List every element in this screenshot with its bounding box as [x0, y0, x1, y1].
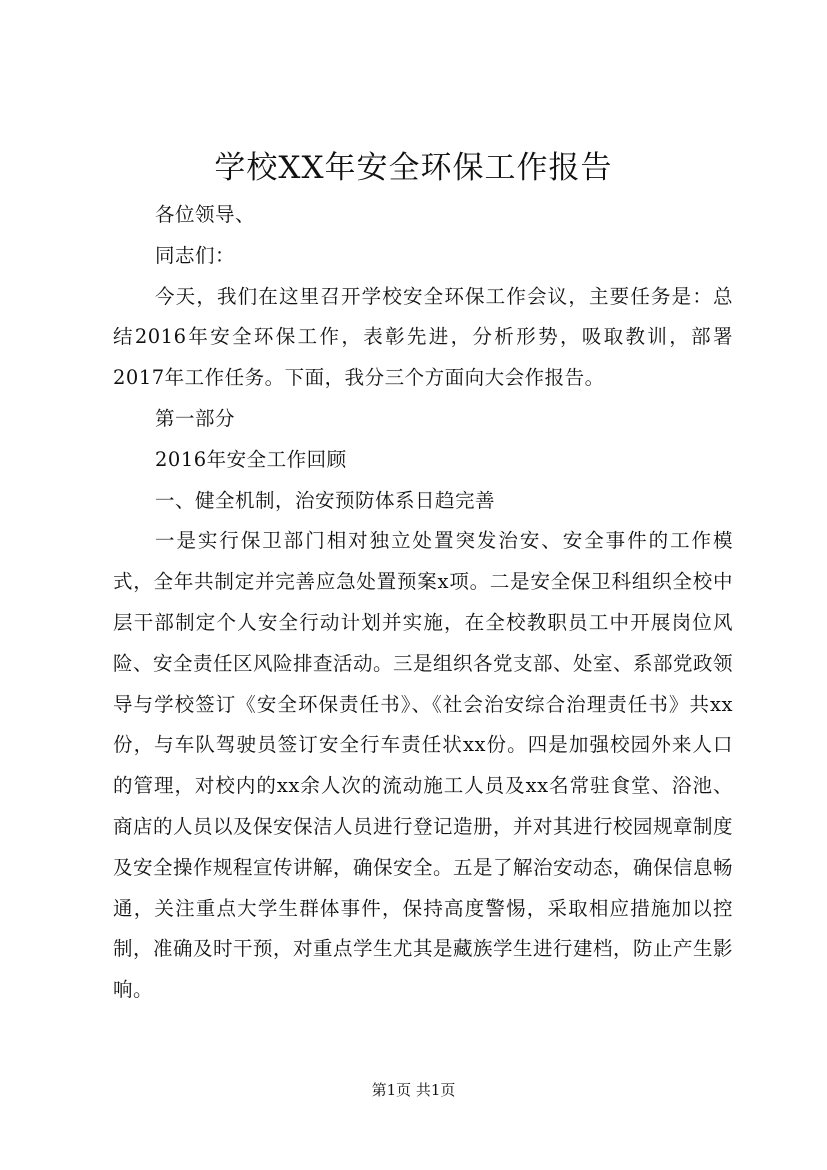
document-body — [113, 195, 733, 1011]
section-heading: 2016年安全工作回顾 — [155, 447, 347, 471]
document-title: 学校XX年安全环保工作报告 — [214, 150, 613, 186]
part-heading: 第一部分 — [155, 406, 236, 430]
salutation-line-2: 同志们： — [155, 243, 236, 267]
subsection-heading: 一、健全机制，治安预防体系日趋完善 — [155, 488, 496, 512]
page-footer: 第1页 共1页 — [371, 1081, 456, 1099]
intro-paragraph: 今天，我们在这里召开学校安全环保工作会议，主要任务是：总结2016年安全环保工作，表彰先进，分析形势，吸取教训，部署2017年工作任务。下面，我分三个方面向大会作报告。 — [113, 284, 733, 390]
salutation-line-1: 各位领导、 — [155, 203, 256, 226]
body-paragraph: 一是实行保卫部门相对独立处置突发治安、安全事件的工作模式，全年共制定并完善应急处置预案x项。二是安全保卫科组织全校中层干部制定个人安全行动计划并实施，在全校教职员工中开展岗位风险、安全责任区风险排查活动。三是组织各党支部、处室、系部党政领导与学校签订《安全环保责任书》、《社会治安综合治理责任书》共xx份，与车队驾驶员签订安全行车责任状xx份。四是加强校园外来人口的管理，对校内的xx余人次的流动施工人员及xx名常驻食堂、浴池、商店的人员以及保安保洁人员进行登记造册，并对其进行校园规章制度及安全操作规程宣传讲解，确保安全。五是了解治安动态，确保信息畅通，关注重点大学生群体事件，保持高度警惕，采取相应措施加以控制，准确及时干预，对重点学生尤其是藏族学生进行建档，防止产生影响。 — [113, 529, 734, 1002]
